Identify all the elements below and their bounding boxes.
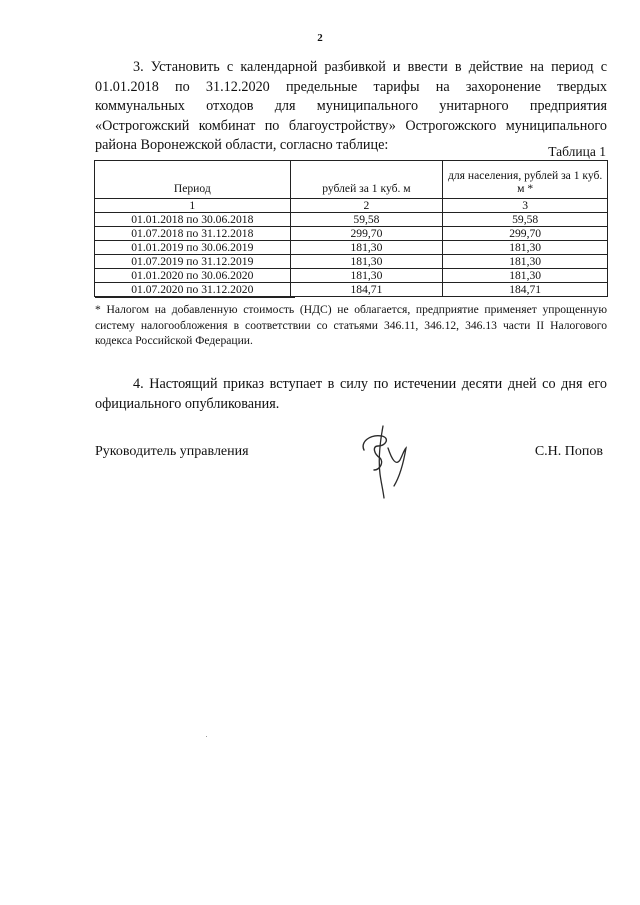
population-rate-cell: 181,30 <box>443 255 608 269</box>
rate-cell: 181,30 <box>290 255 443 269</box>
rate-cell: 181,30 <box>290 241 443 255</box>
table-caption: Таблица 1 <box>548 144 606 159</box>
paragraph-4: 4. Настоящий приказ вступает в силу по истечении десяти дней со дня его официального опубликования. <box>95 376 607 412</box>
signatory-title: Руководитель управления <box>95 444 249 459</box>
tariff-table <box>94 160 608 297</box>
period-cell: 01.07.2019 по 31.12.2019 <box>95 255 291 269</box>
rate-cell: 184,71 <box>290 283 443 297</box>
period-cell: 01.07.2018 по 31.12.2018 <box>95 227 291 241</box>
rate-cell: 59,58 <box>290 213 443 227</box>
header-rate-population: для населения, рублей за 1 куб. м * <box>443 161 608 199</box>
population-rate-cell: 181,30 <box>443 241 608 255</box>
scan-speck <box>206 736 207 737</box>
column-number-row <box>95 199 608 213</box>
header-period: Период <box>95 161 291 199</box>
population-rate-cell: 59,58 <box>443 213 608 227</box>
period-cell: 01.07.2020 по 31.12.2020 <box>95 283 291 297</box>
table-row <box>95 255 608 269</box>
page-number: 2 <box>317 32 323 44</box>
period-cell: 01.01.2020 по 30.06.2020 <box>95 269 291 283</box>
population-rate-cell: 181,30 <box>443 269 608 283</box>
header-rate: рублей за 1 куб. м <box>290 161 443 199</box>
footnote-divider <box>95 297 295 298</box>
footnote: * Налогом на добавленную стоимость (НДС) не облагается, предприятие применяет упрощенную систему налогообложения в соответствии со статьями 346.11, 346.12, 346.13 части II Налогового кодекса Российской Федерации. <box>95 303 607 347</box>
table-row <box>95 241 608 255</box>
table-row <box>95 213 608 227</box>
column-number: 2 <box>290 199 443 213</box>
period-cell: 01.01.2019 по 30.06.2019 <box>95 241 291 255</box>
signatory-name: С.Н. Попов <box>534 444 603 459</box>
table-row <box>95 227 608 241</box>
paragraph-3: 3. Установить с календарной разбивкой и ввести в действие на период с 01.01.2018 по 31.12.2020 предельные тарифы на захоронение твердых коммунальных отходов для муниципального унитарного предприятия «Острогожский комбинат по благоустройству» Острогожского муниципального района Воронежской области, согласно таблице: <box>95 59 607 154</box>
table-row <box>95 283 608 297</box>
table-row <box>95 269 608 283</box>
table-header-row <box>95 161 608 199</box>
rate-cell: 181,30 <box>290 269 443 283</box>
column-number: 1 <box>95 199 291 213</box>
column-number: 3 <box>443 199 608 213</box>
population-rate-cell: 299,70 <box>443 227 608 241</box>
period-cell: 01.01.2018 по 30.06.2018 <box>95 213 291 227</box>
population-rate-cell: 184,71 <box>443 283 608 297</box>
rate-cell: 299,70 <box>290 227 443 241</box>
handwritten-signature <box>350 420 420 500</box>
